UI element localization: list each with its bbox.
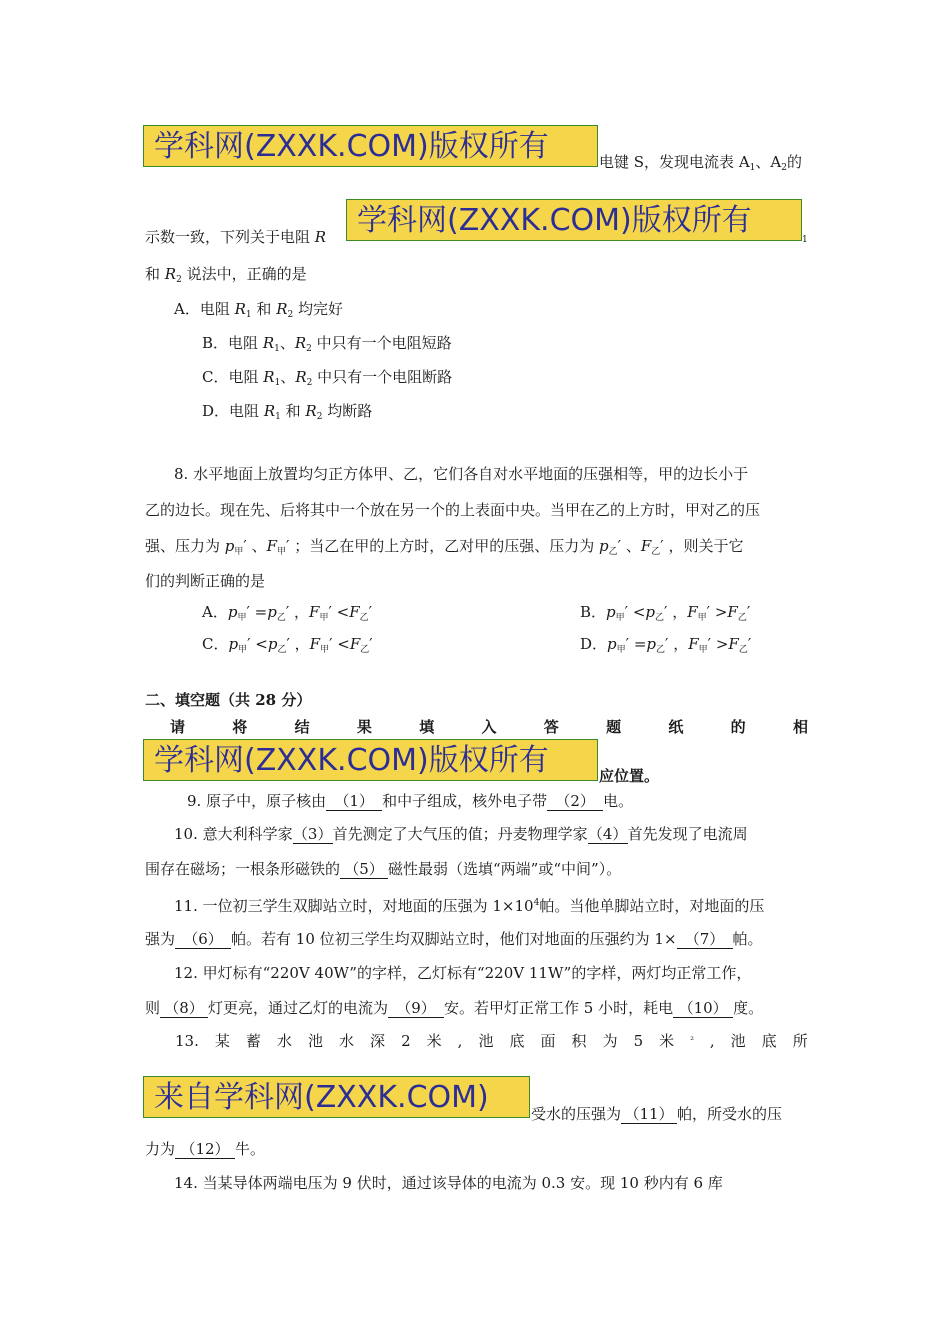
text: 和中子组成，核外电子带 [382,792,548,810]
q7-line3: 和 $R_2$ 说法中，正确的是 [145,265,307,285]
char: 果 [356,718,372,736]
text: 度。 [733,999,764,1017]
blank[interactable]: （12） [175,1140,235,1159]
char: 池 [478,1032,494,1050]
q7-option-c: C．电阻 $R_1$、$R_2$ 中只有一个电阻断路 [202,368,453,388]
text: 安。若甲灯正常工作 5 小时，耗电 [444,999,674,1017]
char: 结 [294,718,310,736]
text: ；当乙在甲的上方时，乙对甲的压强、压力为 [294,537,595,555]
q11-line2 [145,929,763,949]
char: 水 [339,1032,355,1050]
char: 相 [792,718,808,736]
q7-line1: 电键 S，发现电流表 $A_1$、$A_2$的 [599,153,802,173]
char: 13. [175,1032,199,1050]
text: 帕，所受水的压 [677,1105,783,1123]
instruction-line [170,717,808,737]
blank[interactable]: （10） [673,999,733,1018]
text: 9. 原子中，原子核由 [187,792,327,810]
text: 磁性最弱（选填“两端”或“中间”）。 [388,860,622,878]
char: 的 [730,718,746,736]
char: 蓄 [245,1032,261,1050]
blank[interactable]: （5） [340,860,388,879]
char: 将 [232,718,248,736]
q8-option-a: A．$p_甲' =p_乙'$ ，$F_甲' <F_乙'$ [202,603,373,623]
char: 2 [401,1032,411,1050]
char: ² [690,1036,694,1046]
text: 10. 意大利科学家 [174,825,293,843]
q7-option-b: B．电阻 $R_1$、$R_2$ 中只有一个电阻短路 [202,334,452,354]
q7-option-a: A．电阻 $R_1$ 和 $R_2$ 均完好 [174,300,344,320]
watermark-banner: 学科网(ZXXK.COM)版权所有 [143,739,598,781]
text: 围存在磁场；一根条形磁铁的 [145,860,341,878]
text: 强为 [145,930,176,948]
text: C．电阻 [202,368,259,386]
q8-line1: 8. 水平地面上放置均匀正方体甲、乙，它们各自对水平地面的压强相等，甲的边长小于 [174,465,749,483]
text: 首先测定了大气压的值；丹麦物理学家 [332,825,588,843]
char: 池 [730,1032,746,1050]
text: B．电阻 [202,334,259,352]
section-title: 二、填空题（共 28 分） [145,691,312,709]
q10-line1 [174,824,748,844]
text: 说法中，正确的是 [186,265,307,283]
text: 均断路 [327,402,373,420]
text: 则 [145,999,161,1017]
q8-option-c: C．$p_甲' <p_乙'$ ，$F_甲' <F_乙'$ [202,635,373,655]
q8-line2: 乙的边长。现在先、后将其中一个放在另一个的上表面中央。当甲在乙的上方时，甲对乙的压 [145,501,761,519]
text: ，则关于它 [668,537,744,555]
char: 深 [370,1032,386,1050]
q13-line3 [145,1139,265,1159]
text: 电键 S，发现电流表 A [599,153,750,171]
text: D．电阻 [202,402,260,420]
text: 牛。 [235,1140,266,1158]
text: A．电阻 [174,300,230,318]
blank[interactable]: （7） [677,930,733,949]
q11-line1 [174,893,764,916]
blank[interactable]: （3） [292,825,333,843]
q10-line2 [145,859,621,879]
text: 受水的压强为 [531,1105,622,1123]
char: 题 [606,718,622,736]
blank[interactable]: （8） [160,999,208,1018]
q12-line1: 12. 甲灯标有“220V 40W”的字样，乙灯标有“220V 11W”的字样，两灯均正常工作， [174,964,752,982]
char: 池 [307,1032,323,1050]
text: 示数一致，下列关于电阻 [145,228,311,246]
instruction-tail: 应位置。 [599,767,660,785]
q9 [187,791,633,811]
text: 中只有一个电阻短路 [316,334,452,352]
q13-line2 [531,1104,782,1124]
text: 力为 [145,1140,176,1158]
char: 纸 [668,718,684,736]
watermark-banner: 学科网(ZXXK.COM)版权所有 [346,199,802,241]
char: 某 [214,1032,230,1050]
char: 为 [602,1032,618,1050]
q7-option-d: D．电阻 $R_1$ 和 $R_2$ 均断路 [202,402,373,422]
char: , [709,1032,715,1050]
q14-line1: 14. 当某导体两端电压为 9 伏时，通过该导体的电流为 0.3 安。现 10 秒内有 6 库 [174,1174,723,1192]
char: 水 [276,1032,292,1050]
char: 填 [419,718,435,736]
q8-line3: 强、压力为 $p_甲'$ 、$F_甲'$ ；当乙在甲的上方时，乙对甲的压强、压力为 $p_乙'$ 、$F_乙'$ ，则关于它 [145,537,744,557]
watermark-banner: 学科网(ZXXK.COM)版权所有 [143,125,598,167]
char: 答 [543,718,559,736]
char: 底 [761,1032,777,1050]
char: 所 [792,1032,808,1050]
char: 请 [170,718,186,736]
char: 米 [659,1032,675,1050]
text: 帕。当他单脚站立时，对地面的压 [539,897,765,915]
text: 帕。若有 10 位初三学生均双脚站立时，他们对地面的压强约为 1× [231,930,677,948]
blank[interactable]: （1） [326,792,382,811]
char: 底 [509,1032,525,1050]
q8-line4: 们的判断正确的是 [145,572,266,590]
blank[interactable]: （2） [547,792,603,811]
text: 首先发现了电流周 [627,825,748,843]
exponent: 4 [533,898,540,908]
q13-line1 [145,1031,808,1051]
blank[interactable]: （6） [175,930,231,949]
q12-line2 [145,998,763,1018]
char: 5 [633,1032,644,1050]
blank[interactable]: （11） [621,1105,677,1124]
blank[interactable]: （4） [587,825,628,843]
q8-option-d: D．$p_甲' =p_乙'$ ，$F_甲' >F_乙'$ [580,635,752,655]
q8-option-b: B．$p_甲' <p_乙'$ ，$F_甲' >F_乙'$ [580,603,751,623]
q7-line2-end: 1 [802,235,808,245]
text: 11. 一位初三学生双脚站立时，对地面的压强为 1×10 [174,897,534,915]
q7-line2: 示数一致，下列关于电阻 R [145,228,327,246]
char: 米 [426,1032,442,1050]
text: 均完好 [298,300,344,318]
char: 积 [571,1032,587,1050]
text: 帕。 [732,930,763,948]
text: 强、压力为 [145,537,221,555]
text: 灯更亮，通过乙灯的电流为 [208,999,389,1017]
char: , [457,1032,463,1050]
watermark-banner: 来自学科网(ZXXK.COM) [143,1076,530,1118]
char: 面 [540,1032,556,1050]
char: 入 [481,718,497,736]
text: 中只有一个电阻断路 [317,368,453,386]
blank[interactable]: （9） [388,999,444,1018]
text: 的 [786,153,802,171]
text: 电。 [603,792,634,810]
